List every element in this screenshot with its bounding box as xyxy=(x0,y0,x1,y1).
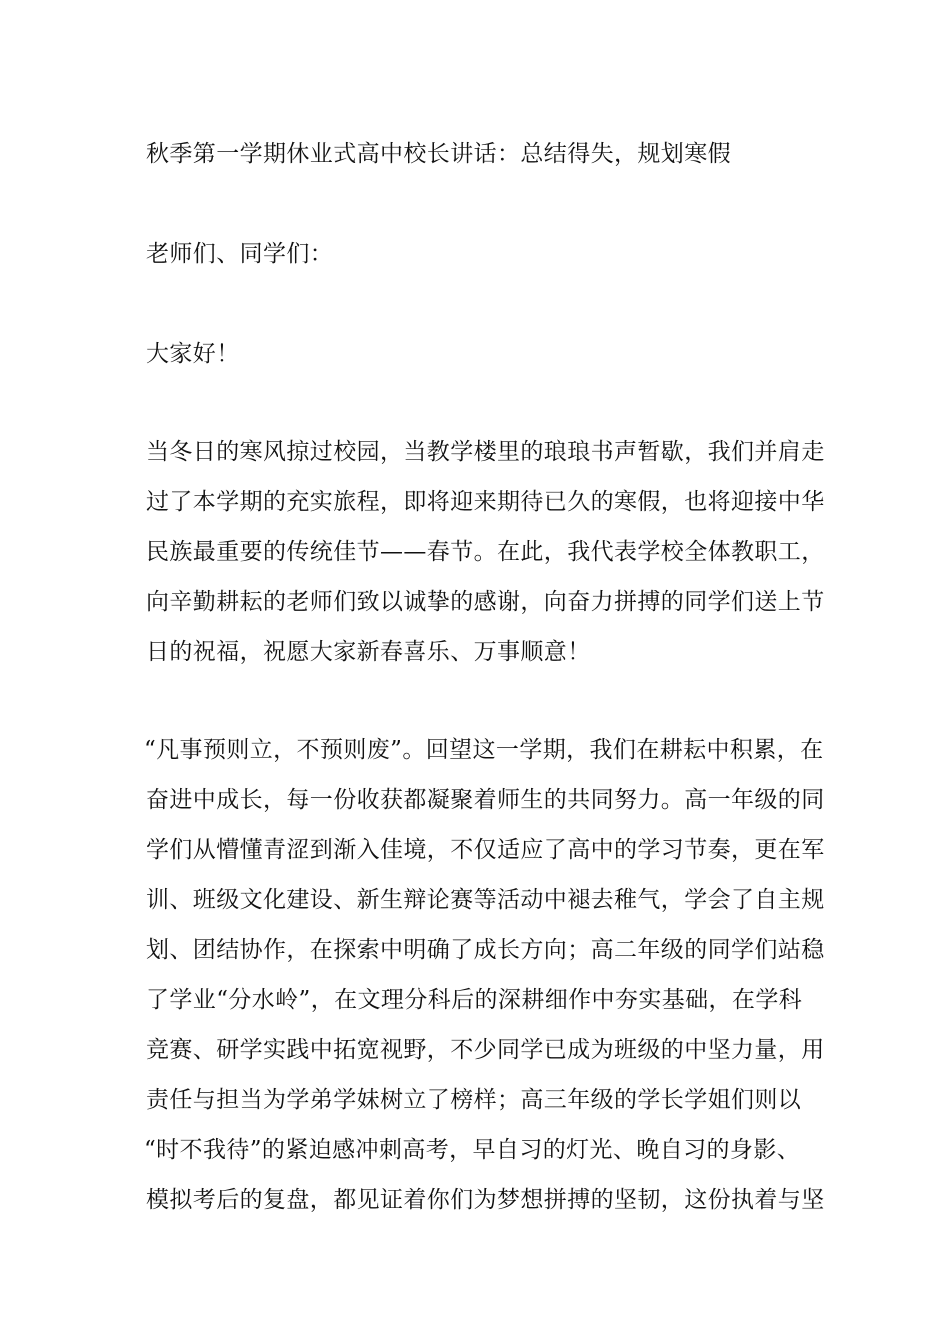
paragraph-line: 当冬日的寒风掠过校园，当教学楼里的琅琅书声暂歇，我们并肩走 xyxy=(146,439,825,465)
paragraph-line: 奋进中成长，每一份收获都凝聚着师生的共同努力。高一年级的同 xyxy=(146,787,825,813)
paragraph-line: 了学业“分水岭”，在文理分科后的深耕细作中夯实基础，在学科 xyxy=(146,987,803,1013)
greeting: 大家好！ xyxy=(146,341,240,367)
paragraph-line: 日的祝福，祝愿大家新春喜乐、万事顺意！ xyxy=(146,639,591,665)
paragraph-line: “时不我待”的紧迫感冲刺高考，早自习的灯光、晚自习的身影、 xyxy=(144,1137,801,1163)
paragraph-line: 训、班级文化建设、新生辩论赛等活动中褪去稚气，学会了自主规 xyxy=(146,887,825,913)
paragraph-line: 向辛勤耕耘的老师们致以诚挚的感谢，向奋力拼搏的同学们送上节 xyxy=(146,589,825,615)
paragraph-line: 学们从懵懂青涩到渐入佳境，不仅适应了高中的学习节奏，更在军 xyxy=(146,837,825,863)
paragraph-line: 过了本学期的充实旅程，即将迎来期待已久的寒假，也将迎接中华 xyxy=(146,489,825,515)
document-title: 秋季第一学期休业式高中校长讲话：总结得失，规划寒假 xyxy=(146,141,731,167)
paragraph-line: 竞赛、研学实践中拓宽视野，不少同学已成为班级的中坚力量，用 xyxy=(146,1037,825,1063)
salutation: 老师们、同学们： xyxy=(146,241,334,267)
paragraph-line: 模拟考后的复盘，都见证着你们为梦想拼搏的坚韧，这份执着与坚 xyxy=(146,1187,825,1213)
paragraph-line: 民族最重要的传统佳节——春节。在此，我代表学校全体教职工， xyxy=(146,539,825,565)
paragraph-line: 划、团结协作，在探索中明确了成长方向；高二年级的同学们站稳 xyxy=(146,937,825,963)
paragraph-line: “凡事预则立，不预则废”。回望这一学期，我们在耕耘中积累，在 xyxy=(144,737,824,763)
paragraph-line: 责任与担当为学弟学妹树立了榜样；高三年级的学长学姐们则以 xyxy=(146,1087,802,1113)
